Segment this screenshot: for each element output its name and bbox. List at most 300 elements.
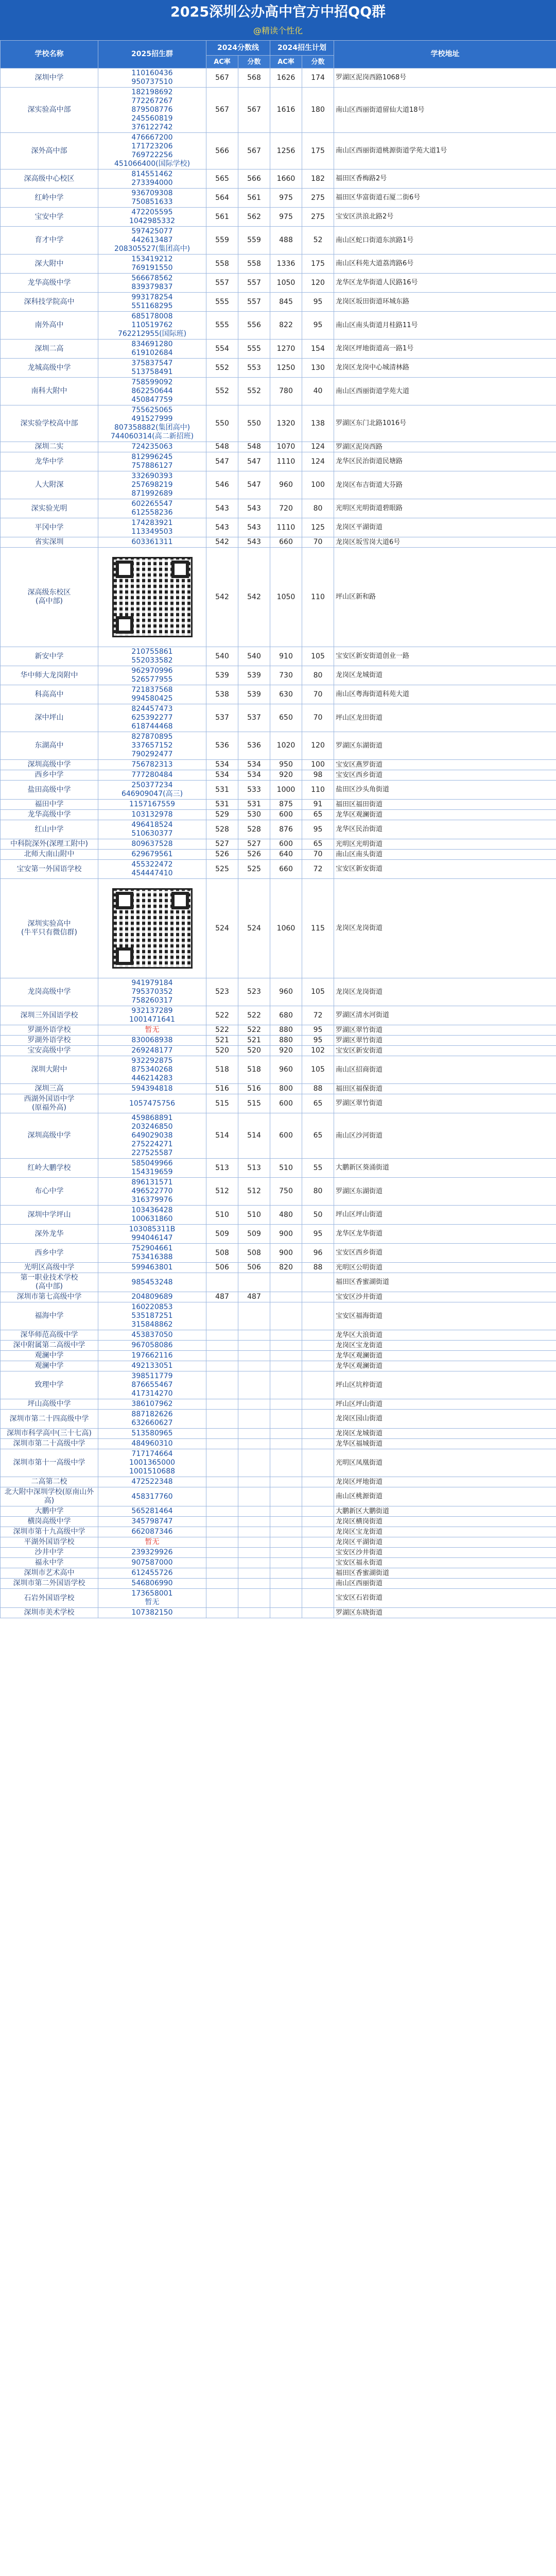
score-line: 522: [238, 1006, 270, 1025]
qq-group-number[interactable]: 103132978: [98, 810, 206, 820]
score-ac: 515: [206, 1094, 238, 1113]
plan-num: 95: [302, 1225, 334, 1244]
qq-group-number[interactable]: 724235063: [98, 442, 206, 452]
score-ac: [206, 1330, 238, 1341]
score-line: 523: [238, 978, 270, 1006]
table-row: [1, 704, 556, 732]
school-name: 二高第二校: [1, 1477, 98, 1487]
plan-ac: 660: [270, 537, 302, 548]
qq-group-number[interactable]: 594394818: [98, 1084, 206, 1094]
table-body: [1, 69, 556, 1618]
plan-ac: 600: [270, 839, 302, 850]
score-line: 543: [238, 518, 270, 537]
qq-group-number[interactable]: 204809689: [98, 1292, 206, 1302]
school-name: 罗湖外语学校: [1, 1025, 98, 1036]
score-line: 550: [238, 405, 270, 442]
score-line: [238, 1439, 270, 1449]
school-name: 光明区高级中学: [1, 1263, 98, 1273]
score-line: 542: [238, 548, 270, 647]
school-name: 深高级东校区 (高中部): [1, 548, 98, 647]
plan-num: 98: [302, 770, 334, 781]
school-address: 宝安区西乡街道: [334, 770, 556, 781]
qq-group-number[interactable]: 721837568 994580425: [98, 685, 206, 704]
plan-ac: 1660: [270, 170, 302, 189]
plan-num: [302, 1537, 334, 1548]
qq-group-number[interactable]: 612455726: [98, 1568, 206, 1579]
qq-group-number[interactable]: 107382150: [98, 1608, 206, 1618]
school-name: 人大附深: [1, 471, 98, 499]
qq-group-number[interactable]: 809637528: [98, 839, 206, 850]
school-name: 深圳中学: [1, 69, 98, 88]
score-line: 508: [238, 1244, 270, 1263]
qq-group-number[interactable]: 472522348: [98, 1477, 206, 1487]
score-ac: 525: [206, 860, 238, 879]
table-row: [1, 1292, 556, 1302]
score-ac: 523: [206, 978, 238, 1006]
score-line: [238, 1548, 270, 1558]
score-ac: 521: [206, 1036, 238, 1046]
table-row: [1, 1537, 556, 1548]
score-ac: [206, 1410, 238, 1429]
table-row: [1, 1371, 556, 1399]
school-address: 龙华区福城街道: [334, 1439, 556, 1449]
score-line: [238, 1399, 270, 1410]
qq-group-number[interactable]: 492133051: [98, 1361, 206, 1371]
school-name: 育才中学: [1, 227, 98, 255]
qq-group-number[interactable]: 153419212 769191550: [98, 255, 206, 274]
qq-group-number[interactable]: 103436428 100631860: [98, 1206, 206, 1225]
col-score-2024: 2024分数线: [206, 41, 270, 56]
school-address: 宝安区新安街道: [334, 1046, 556, 1056]
plan-num: 70: [302, 685, 334, 704]
qq-group-number[interactable]: 962970996 526577955: [98, 666, 206, 685]
score-line: 543: [238, 537, 270, 548]
school-address: 福田区福保街道: [334, 1084, 556, 1094]
qq-group-number[interactable]: 239329926: [98, 1548, 206, 1558]
school-address: 罗湖区泥岗西路1068号: [334, 69, 556, 88]
score-line: 552: [238, 378, 270, 405]
score-line: [238, 1527, 270, 1537]
qq-group-number[interactable]: 546806990: [98, 1579, 206, 1589]
score-ac: 555: [206, 312, 238, 340]
plan-ac: 1270: [270, 340, 302, 359]
score-line: 487: [238, 1292, 270, 1302]
qr-code-icon[interactable]: [112, 888, 193, 969]
table-row: [1, 1429, 556, 1439]
qq-group-number[interactable]: 484960310: [98, 1439, 206, 1449]
school-name: 沙井中学: [1, 1548, 98, 1558]
school-address: 南山区沙河街道: [334, 1113, 556, 1159]
table-row: [1, 1527, 556, 1537]
school-address: 南山区西丽街道桃源街道学苑大道1号: [334, 133, 556, 170]
plan-num: 80: [302, 499, 334, 518]
qq-group-number[interactable]: 602265547 612558236: [98, 499, 206, 518]
table-row: [1, 208, 556, 227]
table-row: [1, 1330, 556, 1341]
plan-num: 105: [302, 647, 334, 666]
qq-group-number[interactable]: 476667200 171723206 769722256 451066400(国际学校): [98, 133, 206, 170]
school-address: 罗湖区东门北路1016号: [334, 405, 556, 442]
plan-ac: [270, 1361, 302, 1371]
qq-group-number[interactable]: 103085311B 994046147: [98, 1225, 206, 1244]
school-address: 宝安区石岩街道: [334, 1589, 556, 1608]
score-ac: 512: [206, 1178, 238, 1206]
plan-num: 100: [302, 471, 334, 499]
page-subtitle: @精读个性化: [253, 26, 303, 36]
plan-num: 174: [302, 69, 334, 88]
qq-group-number[interactable]: 662087346: [98, 1527, 206, 1537]
plan-ac: 950: [270, 760, 302, 770]
plan-num: 70: [302, 704, 334, 732]
score-line: 567: [238, 133, 270, 170]
score-ac: 487: [206, 1292, 238, 1302]
qq-group-number[interactable]: 565281464: [98, 1506, 206, 1517]
plan-ac: 975: [270, 208, 302, 227]
plan-ac: [270, 1292, 302, 1302]
qq-group-number[interactable]: 332690393 257698219 871992689: [98, 471, 206, 499]
qq-group-number[interactable]: 398511779 876655467 417314270: [98, 1371, 206, 1399]
qq-group-number[interactable]: 1057475756: [98, 1094, 206, 1113]
plan-ac: 1110: [270, 452, 302, 471]
plan-num: [302, 1477, 334, 1487]
school-name: 深圳市第二十四高级中学: [1, 1410, 98, 1429]
col-addr: 学校地址: [334, 41, 556, 69]
qr-code-icon[interactable]: [112, 557, 193, 637]
table-row: [1, 1449, 556, 1477]
qq-group-number[interactable]: 1157167559: [98, 800, 206, 810]
plan-ac: [270, 1449, 302, 1477]
table-row: [1, 359, 556, 378]
qq-group-number[interactable]: 160220853 535187251 315848862: [98, 1302, 206, 1330]
score-line: [238, 1273, 270, 1292]
qq-group-number[interactable]: 756782313: [98, 760, 206, 770]
school-name: 东湖高中: [1, 732, 98, 760]
plan-ac: 1320: [270, 405, 302, 442]
school-name: 宝安中学: [1, 208, 98, 227]
table-row: [1, 255, 556, 274]
school-address: 福田区华富街道石厦二街6号: [334, 189, 556, 208]
qq-group-number[interactable]: 386107962: [98, 1399, 206, 1410]
qq-group-number[interactable]: 993178254 551168295: [98, 293, 206, 312]
score-line: 514: [238, 1113, 270, 1159]
school-name: 深中坪山: [1, 704, 98, 732]
school-name: 深圳二实: [1, 442, 98, 452]
qq-group-number[interactable]: 685178008 110519762 762212955(国际班): [98, 312, 206, 340]
school-address: 大鹏新区大鹏街道: [334, 1506, 556, 1517]
school-address: 南山区西丽街道: [334, 1579, 556, 1589]
score-line: 559: [238, 227, 270, 255]
plan-num: [302, 1608, 334, 1618]
col-ac: AC率: [206, 56, 238, 69]
qq-group-number[interactable]: 250377234 646909047(高三): [98, 781, 206, 800]
plan-num: [302, 1429, 334, 1439]
school-name: 深圳高级中学: [1, 1113, 98, 1159]
table-row: [1, 293, 556, 312]
plan-ac: [270, 1608, 302, 1618]
qq-group-number[interactable]: 197662116: [98, 1351, 206, 1361]
score-line: 556: [238, 312, 270, 340]
plan-ac: [270, 1517, 302, 1527]
qq-group-number[interactable]: 173658001 暂无: [98, 1589, 206, 1608]
table-row: [1, 1159, 556, 1178]
school-address: 龙岗区横岗街道: [334, 1517, 556, 1527]
qq-group-number[interactable]: 182198692 772267267 879508776 245560819 376122742: [98, 88, 206, 133]
qq-group-number[interactable]: 907587000: [98, 1558, 206, 1568]
plan-ac: [270, 1410, 302, 1429]
plan-ac: [270, 1527, 302, 1537]
qq-group-number[interactable]: 755625065 491527999 807358882(集团高中) 744060314(高二新招班): [98, 405, 206, 442]
plan-ac: 1256: [270, 133, 302, 170]
qq-group-number[interactable]: [98, 879, 206, 978]
school-name: 西湖外国语中学 (原福外高): [1, 1094, 98, 1113]
table-row: [1, 499, 556, 518]
school-name: 北师大南山附中: [1, 850, 98, 860]
plan-ac: 920: [270, 770, 302, 781]
score-line: 539: [238, 685, 270, 704]
school-address: 罗湖区清水河街道: [334, 1006, 556, 1025]
qq-group-number[interactable]: 513580965: [98, 1429, 206, 1439]
plan-ac: [270, 1351, 302, 1361]
score-ac: 534: [206, 760, 238, 770]
qq-group-number[interactable]: 453837050: [98, 1330, 206, 1341]
score-ac: 567: [206, 88, 238, 133]
qq-group-number[interactable]: 777280484: [98, 770, 206, 781]
score-ac: 561: [206, 208, 238, 227]
school-name: 科高高中: [1, 685, 98, 704]
score-line: 557: [238, 274, 270, 293]
score-ac: 567: [206, 69, 238, 88]
school-address: 光明区光明街道: [334, 839, 556, 850]
plan-ac: [270, 1371, 302, 1399]
score-line: 506: [238, 1263, 270, 1273]
school-address: 南山区招商街道: [334, 1056, 556, 1084]
table-row: [1, 1094, 556, 1113]
plan-ac: [270, 1579, 302, 1589]
plan-ac: 920: [270, 1046, 302, 1056]
plan-num: 124: [302, 442, 334, 452]
school-name: 深圳二高: [1, 340, 98, 359]
plan-num: 154: [302, 340, 334, 359]
plan-num: 65: [302, 810, 334, 820]
qq-group-number[interactable]: 941979184 795370352 758260317: [98, 978, 206, 1006]
plan-ac: 1000: [270, 781, 302, 800]
plan-ac: [270, 1302, 302, 1330]
plan-num: 65: [302, 839, 334, 850]
score-ac: 542: [206, 537, 238, 548]
qq-group-number[interactable]: 834691280 619102684: [98, 340, 206, 359]
school-address: 宝安区西乡街道: [334, 1244, 556, 1263]
qq-group-number[interactable]: [98, 548, 206, 647]
qq-group-number[interactable]: 603361311: [98, 537, 206, 548]
table-row: [1, 839, 556, 850]
table-row: [1, 978, 556, 1006]
plan-num: [302, 1439, 334, 1449]
qq-group-number[interactable]: 暂无: [98, 1025, 206, 1036]
qq-group-number[interactable]: 814551462 273394000: [98, 170, 206, 189]
score-line: 548: [238, 442, 270, 452]
qq-group-number[interactable]: 345798747: [98, 1517, 206, 1527]
qq-group-number[interactable]: 967058086: [98, 1341, 206, 1351]
table-row: [1, 1178, 556, 1206]
score-ac: 526: [206, 850, 238, 860]
table-row: [1, 405, 556, 442]
qq-group-number[interactable]: 896131571 496522770 316379976: [98, 1178, 206, 1206]
qq-group-number[interactable]: 830068938: [98, 1036, 206, 1046]
qq-group-number[interactable]: 459868891 203246850 649029038 275224271 227525587: [98, 1113, 206, 1159]
school-name: 南科大附中: [1, 378, 98, 405]
qq-group-number[interactable]: 110160436 950737510: [98, 69, 206, 88]
qq-group-number[interactable]: 936709308 750851633: [98, 189, 206, 208]
plan-ac: 960: [270, 1056, 302, 1084]
school-name: 深圳市科学高中(三十七高): [1, 1429, 98, 1439]
school-name: 福海中学: [1, 1302, 98, 1330]
plan-num: 110: [302, 548, 334, 647]
table-row: [1, 781, 556, 800]
school-name: 深圳三外国语学校: [1, 1006, 98, 1025]
qq-group-number[interactable]: 455322472 454447410: [98, 860, 206, 879]
school-address: 罗湖区东湖街道: [334, 732, 556, 760]
school-name: 深高级中心校区: [1, 170, 98, 189]
plan-num: 65: [302, 1094, 334, 1113]
school-address: 南山区粤海街道科苑大道: [334, 685, 556, 704]
score-ac: 546: [206, 471, 238, 499]
school-address: 龙华区民治街道民塘路: [334, 452, 556, 471]
qq-group-number[interactable]: 827870895 337657152 790292477: [98, 732, 206, 760]
school-address: 福田区香蜜湖街道: [334, 1568, 556, 1579]
school-address: 龙岗区龙岗中心城清林路: [334, 359, 556, 378]
table-row: [1, 1568, 556, 1579]
score-ac: 543: [206, 518, 238, 537]
qq-group-number[interactable]: 758599092 862250644 450847759: [98, 378, 206, 405]
score-ac: 518: [206, 1056, 238, 1084]
table-row: [1, 274, 556, 293]
plan-ac: 1626: [270, 69, 302, 88]
school-address: 龙岗区龙岗街道: [334, 978, 556, 1006]
plan-ac: 900: [270, 1244, 302, 1263]
score-ac: [206, 1548, 238, 1558]
table-row: [1, 1399, 556, 1410]
plan-num: [302, 1487, 334, 1506]
score-line: 534: [238, 760, 270, 770]
qq-group-number[interactable]: 812996245 757886127: [98, 452, 206, 471]
score-line: [238, 1477, 270, 1487]
plan-num: 275: [302, 208, 334, 227]
school-name: 深外龙华: [1, 1225, 98, 1244]
table-row: [1, 1006, 556, 1025]
qq-group-number[interactable]: 暂无: [98, 1537, 206, 1548]
qq-group-number[interactable]: 210755861 552033582: [98, 647, 206, 666]
table-row: [1, 1273, 556, 1292]
table-row: [1, 1517, 556, 1527]
qq-group-number[interactable]: 496418524 510630377: [98, 820, 206, 839]
qq-group-number[interactable]: 597425077 442613487 208305527(集团高中): [98, 227, 206, 255]
plan-ac: 510: [270, 1159, 302, 1178]
page-header: [0, 0, 556, 40]
plan-num: 120: [302, 732, 334, 760]
plan-num: 50: [302, 1206, 334, 1225]
plan-num: 110: [302, 781, 334, 800]
qq-group-number[interactable]: 887182626 632660627: [98, 1410, 206, 1429]
school-address: 南山区桃源街道: [334, 1487, 556, 1506]
school-table: [0, 40, 556, 1618]
score-line: 568: [238, 69, 270, 88]
score-line: [238, 1449, 270, 1477]
school-name: 深华师范高级中学: [1, 1330, 98, 1341]
plan-ac: 650: [270, 704, 302, 732]
school-name: 深圳高级中学: [1, 760, 98, 770]
school-name: 深圳三高: [1, 1084, 98, 1094]
plan-num: 72: [302, 860, 334, 879]
school-address: 光明区光明街道碧眼路: [334, 499, 556, 518]
qq-group-number[interactable]: 932137289 1001471641: [98, 1006, 206, 1025]
score-ac: [206, 1477, 238, 1487]
table-row: [1, 537, 556, 548]
school-address: 龙华区民治街道: [334, 820, 556, 839]
school-name: 深圳市第二外国语学校: [1, 1579, 98, 1589]
school-name: 龙城高级中学: [1, 359, 98, 378]
plan-num: 130: [302, 359, 334, 378]
school-address: 罗湖区翠竹街道: [334, 1036, 556, 1046]
score-ac: 552: [206, 378, 238, 405]
score-line: [238, 1341, 270, 1351]
table-row: [1, 1506, 556, 1517]
score-line: [238, 1558, 270, 1568]
table-row: [1, 760, 556, 770]
qq-group-number[interactable]: 174283921 113349503: [98, 518, 206, 537]
school-name: 西乡中学: [1, 1244, 98, 1263]
qq-group-number[interactable]: 985453248: [98, 1273, 206, 1292]
plan-ac: [270, 1548, 302, 1558]
score-line: [238, 1517, 270, 1527]
table-row: [1, 1244, 556, 1263]
score-line: [238, 1330, 270, 1341]
qq-group-number[interactable]: 566678562 839379837: [98, 274, 206, 293]
plan-ac: 660: [270, 860, 302, 879]
qq-group-number[interactable]: 824457473 625392277 618744468: [98, 704, 206, 732]
school-name: 平冈中学: [1, 518, 98, 537]
school-name: 宝安高级中学: [1, 1046, 98, 1056]
score-ac: [206, 1302, 238, 1330]
qq-group-number[interactable]: 472205595 1042985332: [98, 208, 206, 227]
score-ac: 510: [206, 1206, 238, 1225]
plan-num: 70: [302, 850, 334, 860]
qq-group-number[interactable]: 717174664 1001365000 1001510688: [98, 1449, 206, 1477]
plan-ac: 880: [270, 1036, 302, 1046]
school-name: 红岭大鹏学校: [1, 1159, 98, 1178]
table-row: [1, 666, 556, 685]
plan-ac: 900: [270, 1225, 302, 1244]
qq-group-number[interactable]: 629679561: [98, 850, 206, 860]
table-row: [1, 647, 556, 666]
table-row: [1, 88, 556, 133]
score-ac: 554: [206, 340, 238, 359]
qq-group-number[interactable]: 932292875 875340268 446214283: [98, 1056, 206, 1084]
score-ac: 524: [206, 879, 238, 978]
qq-group-number[interactable]: 752904661 753416388: [98, 1244, 206, 1263]
qq-group-number[interactable]: 375837547 513758491: [98, 359, 206, 378]
plan-num: 95: [302, 293, 334, 312]
qq-group-number[interactable]: 599463801: [98, 1263, 206, 1273]
qq-group-number[interactable]: 458317760: [98, 1487, 206, 1506]
plan-ac: [270, 1558, 302, 1568]
plan-num: 55: [302, 1159, 334, 1178]
plan-ac: 960: [270, 471, 302, 499]
plan-ac: 1050: [270, 548, 302, 647]
plan-ac: [270, 1506, 302, 1517]
qq-group-number[interactable]: 269248177: [98, 1046, 206, 1056]
qq-group-number[interactable]: 585049966 154319659: [98, 1159, 206, 1178]
plan-ac: 730: [270, 666, 302, 685]
